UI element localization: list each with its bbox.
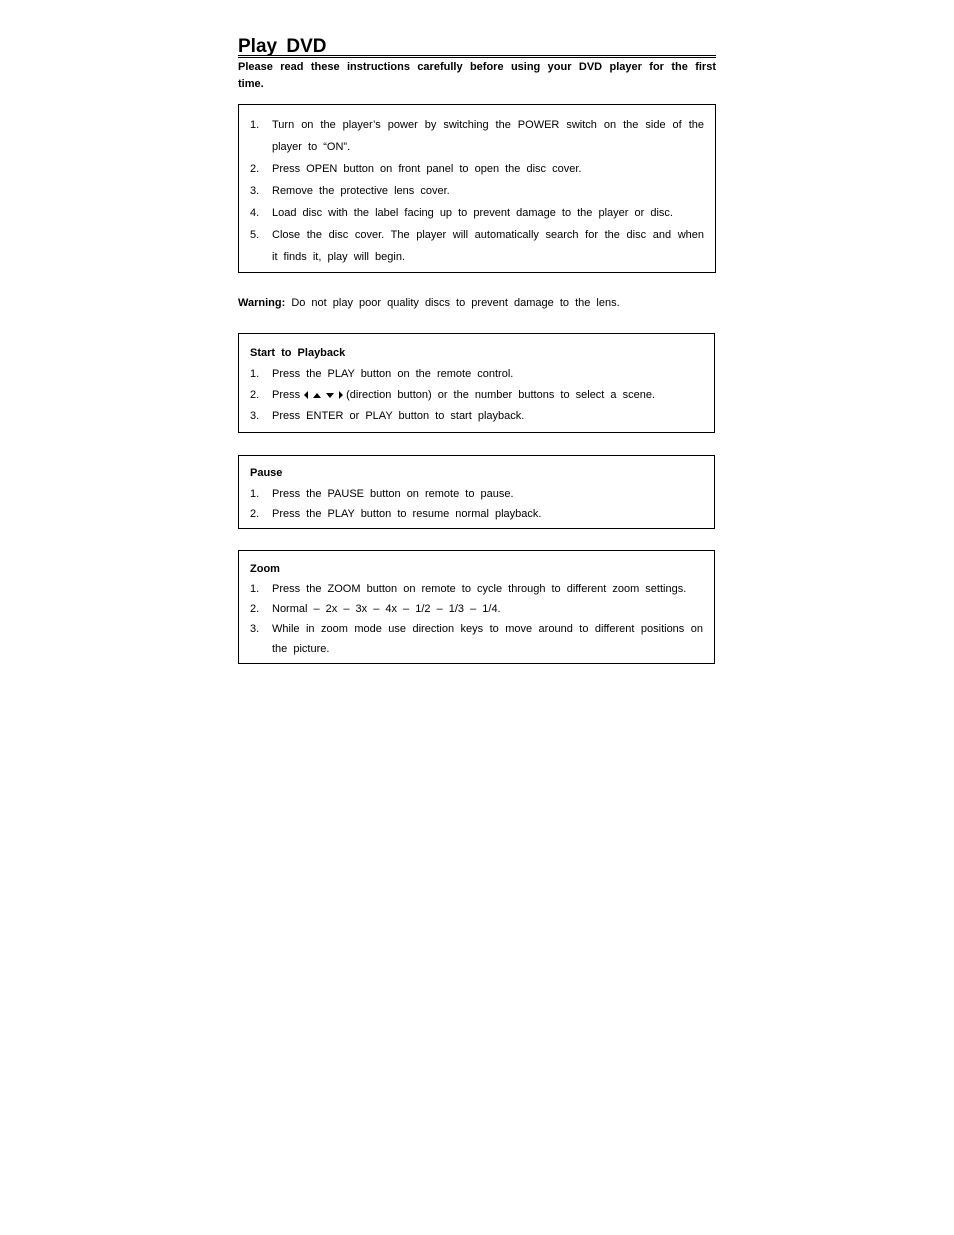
list-item [250, 180, 704, 202]
list-item [250, 504, 703, 524]
item-text: Press OPEN button on front panel to open the disc cover. [272, 163, 582, 175]
pause-box [238, 455, 715, 529]
item-text: Remove the protective lens cover. [272, 185, 450, 197]
list-item [250, 579, 703, 599]
pause-list [250, 484, 703, 524]
list-item [250, 406, 703, 427]
item-number: 2. [250, 508, 260, 520]
pause-heading: Pause [250, 467, 283, 479]
arrow-right-icon [339, 391, 343, 399]
warning-text: Do not play poor quality discs to prevent damage to the lens. [291, 297, 620, 309]
item-number: 3. [250, 623, 260, 635]
list-item [250, 385, 703, 406]
list-item [250, 224, 704, 268]
item-text: Normal – 2x – 3x – 4x – 1/2 – 1/3 – 1/4. [272, 603, 501, 615]
warning-label: Warning: [238, 297, 286, 309]
item-number: 5. [250, 229, 260, 241]
page-title: Play DVD [238, 36, 327, 57]
item-text: Close the disc cover. The player will automatically search for the disc and when it finds it, play will begin. [272, 229, 704, 263]
item-text: Load disc with the label facing up to prevent damage to the player or disc. [272, 207, 673, 219]
list-item [250, 364, 703, 385]
intro-text: Please read these instructions carefully before using your DVD player for the first time. [238, 61, 716, 90]
setup-steps-box [238, 104, 716, 273]
item-text: While in zoom mode use direction keys to move around to different positions on the picture. [272, 623, 703, 655]
item-text: Press the PLAY button to resume normal playback. [272, 508, 542, 520]
item-text-post: (direction button) or the number buttons to select a scene. [346, 389, 656, 401]
manual-page [238, 36, 716, 664]
item-text-pre: Press [272, 389, 301, 401]
arrow-left-icon [304, 391, 308, 399]
list-item [250, 619, 703, 659]
list-item [250, 599, 703, 619]
item-number: 1. [250, 583, 260, 595]
zoom-heading: Zoom [250, 563, 280, 575]
item-text: Press the PAUSE button on remote to pause. [272, 488, 514, 500]
list-item [250, 202, 704, 224]
item-text: Press the ZOOM button on remote to cycle through to different zoom settings. [272, 583, 687, 595]
item-number: 1. [250, 488, 260, 500]
list-item [250, 484, 703, 504]
item-number: 2. [250, 389, 260, 401]
zoom-list [250, 579, 703, 659]
item-text: Press ENTER or PLAY button to start playback. [272, 410, 525, 422]
arrow-up-icon [313, 393, 321, 398]
playback-list [250, 364, 703, 427]
setup-steps-list [250, 114, 704, 268]
item-number: 2. [250, 603, 260, 615]
list-item [250, 158, 704, 180]
arrow-down-icon [326, 393, 334, 398]
direction-arrows [304, 391, 343, 399]
playback-box [238, 333, 715, 433]
item-number: 1. [250, 368, 260, 380]
title-underline [238, 55, 716, 58]
item-text: Turn on the player’s power by switching the POWER switch on the side of the player to “ON”. [272, 119, 704, 153]
list-item [250, 114, 704, 158]
item-text-with-icons [272, 385, 703, 406]
item-number: 4. [250, 207, 260, 219]
zoom-box [238, 550, 715, 664]
item-number: 3. [250, 185, 260, 197]
playback-heading: Start to Playback [250, 347, 346, 359]
item-text: Press the PLAY button on the remote control. [272, 368, 514, 380]
item-number: 1. [250, 119, 260, 131]
item-number: 3. [250, 410, 260, 422]
item-number: 2. [250, 163, 260, 175]
title-row [238, 36, 716, 58]
warning-note [238, 295, 716, 311]
